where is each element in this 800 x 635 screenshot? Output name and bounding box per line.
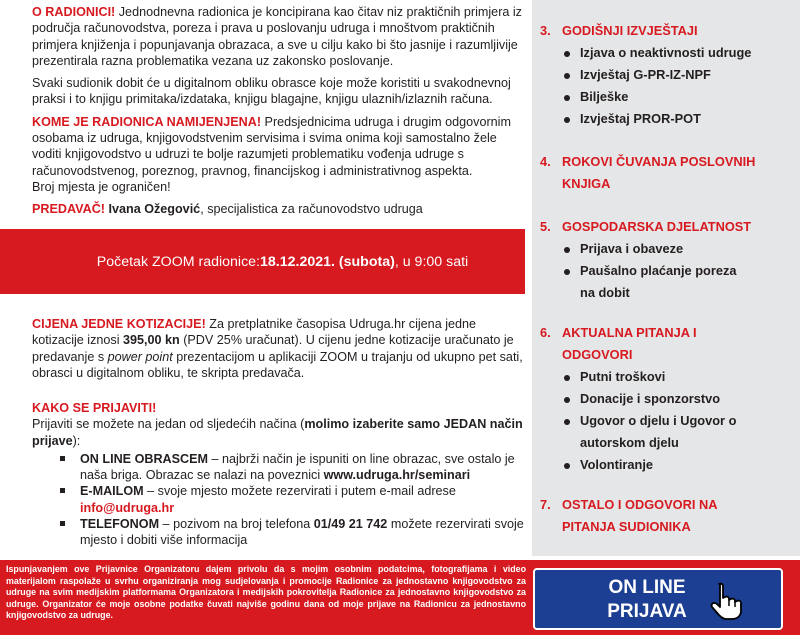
- bullet-icon: [564, 73, 570, 79]
- email-link[interactable]: info@udruga.hr: [80, 500, 175, 515]
- section-item-text: Ugovor o djelu i Ugovor o: [580, 413, 737, 428]
- bullet-icon: [564, 269, 570, 275]
- bullet-icon: [564, 397, 570, 403]
- price-text-1: Za pretplatnike časopisa Udruga.hr cijena jedne kotizacije iznosi: [32, 317, 477, 348]
- apply-section: [32, 400, 528, 549]
- agenda-section-4: [540, 151, 762, 195]
- about-paragraph: [32, 4, 528, 69]
- section-title: GOSPODARSKA DJELATNOST: [562, 219, 752, 234]
- section-item: [564, 86, 762, 108]
- section-items: [564, 366, 762, 476]
- button-line-1: ON LINE: [608, 577, 686, 598]
- apply-intro: [32, 416, 528, 449]
- bullet-icon: [564, 117, 570, 123]
- materials-paragraph: Svaki sudionik dobit će u digitalnom obliku obrasce koje može koristiti u svakodnevnoj praksi i to knjigu primitaka/izdataka, knjigu blagajne, knjigu ulaznih/izlaznih računa.: [32, 76, 511, 107]
- section-items: [564, 238, 762, 304]
- agenda-section-6: [540, 322, 762, 476]
- lecturer-paragraph: [32, 201, 528, 217]
- section-item-text: Bilješke: [580, 89, 629, 104]
- audience-paragraph: [32, 114, 528, 179]
- section-item-text: Izjava o neaktivnosti udruge: [580, 45, 752, 60]
- section-number: 4.: [540, 154, 551, 169]
- agenda-section-7: [540, 494, 762, 538]
- section-item-text: Donacije i sponzorstvo: [580, 391, 721, 406]
- apply-intro-bold: molimo izaberite samo JEDAN način prijave: [32, 417, 523, 448]
- banner-suffix: , u 9:00 sati: [394, 253, 469, 270]
- button-label: [587, 576, 707, 624]
- price-amount: 395,00 kn: [123, 333, 180, 348]
- section-number: 6.: [540, 325, 551, 340]
- section-item-text: Paušalno plaćanje poreza: [580, 263, 737, 278]
- limited-seats-note: Broj mjesta je ograničen!: [32, 179, 171, 194]
- online-registration-button[interactable]: [533, 568, 783, 630]
- section-item-continued: [564, 282, 762, 304]
- seminar-link[interactable]: www.udruga.hr/seminari: [323, 468, 471, 483]
- apply-intro-text: Prijaviti se možete na jedan od sljedećih načina (: [32, 417, 305, 432]
- section-title: OSTALO I ODGOVORI NA PITANJA SUDIONIKA: [562, 497, 717, 534]
- section-item-text: Putni troškovi: [580, 369, 666, 384]
- apply-method-email: [32, 483, 528, 516]
- intro-section: [32, 4, 528, 218]
- banner-date: 18.12.2021. (subota): [260, 253, 395, 270]
- section-item-text: Izvještaj PROR-POT: [580, 111, 701, 126]
- about-label: O RADIONICI!: [32, 5, 116, 19]
- section-items: [564, 42, 762, 130]
- price-section: [32, 316, 528, 381]
- apply-method-text: – najbrži način je ispuniti on line obrazac, sve ostalo je naša briga. Obrazac se nalazi na poveznici: [80, 451, 515, 483]
- apply-method-after: možete rezervirati svoje mjesto i dobiti više informacija: [80, 517, 524, 548]
- section-title: ROKOVI ČUVANJA POSLOVNIH KNJIGA: [562, 154, 756, 191]
- pointer-hand-icon: [707, 580, 747, 620]
- bullet-icon: [564, 95, 570, 101]
- section-item-text: Izvještaj G-PR-IZ-NPF: [580, 67, 711, 82]
- agenda-section-3: [540, 20, 762, 130]
- section-item: [564, 388, 762, 410]
- apply-method-head: TELEFONOM: [80, 517, 160, 532]
- apply-method-text: – pozivom na broj telefona: [159, 517, 314, 532]
- bullet-icon: [564, 463, 570, 469]
- apply-method-online: [32, 451, 528, 484]
- apply-method-phone: [32, 516, 528, 549]
- price-text-3: prezentacijom u aplikaciji ZOOM u trajanju od ukupno pet sati, obrasci u digitalnom obliku, te skripta predavača.: [32, 349, 523, 380]
- bullet-icon: [564, 51, 570, 57]
- square-bullet-icon: [60, 456, 65, 461]
- section-item: [564, 108, 762, 130]
- section-number: 7.: [540, 497, 551, 512]
- about-text: Jednodnevna radionica je koncipirana kao čitav niz praktičnih primjera iz područja računovodstva, poreza i prava u poslovanju udruga i mnoštvom praktičnih primjera knjiženja i popunjavanja obrazaca, a sve u cilju kako bi što jasnije i razumljivije prezentirala razna problematika vezana uz zakonsko poslovanje.: [32, 5, 522, 68]
- section-number: 5.: [540, 219, 551, 234]
- apply-method-text: – svoje mjesto možete rezervirati i putem e-mail adrese: [143, 484, 456, 499]
- lecturer-role: , specijalistica za računovodstvo udruga: [200, 202, 423, 217]
- apply-methods-list: [32, 451, 528, 549]
- price-paragraph: [32, 316, 528, 381]
- section-item-text: Volontiranje: [580, 457, 653, 472]
- section-title: AKTUALNA PITANJA I ODGOVORI: [562, 325, 697, 362]
- phone-number[interactable]: 01/49 21 742: [313, 517, 388, 532]
- bullet-icon: [564, 247, 570, 253]
- bullet-icon: [564, 375, 570, 381]
- section-item-continued: [564, 432, 762, 454]
- square-bullet-icon: [60, 488, 65, 493]
- power-point-text: power point: [107, 349, 173, 364]
- apply-method-head: ON LINE OBRASCEM: [80, 451, 209, 466]
- section-item: [564, 454, 762, 476]
- section-number: 3.: [540, 23, 551, 38]
- section-item: [564, 260, 762, 282]
- bullet-icon: [564, 419, 570, 425]
- section-item-text: Prijava i obaveze: [580, 241, 684, 256]
- section-item-text: autorskom djelu: [580, 435, 679, 450]
- price-label: CIJENA JEDNE KOTIZACIJE!: [32, 317, 206, 331]
- apply-label: KAKO SE PRIJAVITI!: [32, 401, 157, 415]
- price-text-2: (PDV 25% uračunat). U cijenu jedne kotizacije uračunato je predavanje s: [32, 333, 514, 364]
- footer-bar: [0, 560, 800, 635]
- square-bullet-icon: [60, 521, 65, 526]
- section-item: [564, 64, 762, 86]
- section-item-text: na dobit: [580, 285, 630, 300]
- agenda-section-5: [540, 216, 762, 304]
- section-item: [564, 410, 762, 432]
- banner-prefix: Početak ZOOM radionice:: [96, 253, 260, 270]
- consent-text: Ispunjavanjem ove Prijavnice Organizatoru dajem privolu da s mojim osobnim podatcima, fotografijama i video materijalom raspolaže u svrhu organiziranja mog sudjelovanja i promocije Radionice za jednostavno knjigovodstvo za udruge na svim medijskim platformama Organizatora i medijskih pokrovitelja Radionice za jednostavno knjigovodstvo za udruge. Organizator će moje osobne podatke čuvati najviše godinu dana od moje prijave na Radionicu za jednostavno knjigovodstvo za udruge.: [6, 564, 526, 620]
- apply-intro-end: ):: [72, 433, 81, 448]
- apply-method-head: E-MAILOM: [80, 484, 144, 499]
- button-line-2: PRIJAVA: [607, 601, 687, 622]
- section-item: [564, 238, 762, 260]
- section-item: [564, 42, 762, 64]
- lecturer-label: PREDAVAČ!: [32, 202, 105, 217]
- audience-text: Predsjednicima udruga i drugim odgovornim osobama iz udruga, knjigovodstvenim servisima i svima onima koji samostalno žele voditi knjigovodstvo u udruzi te bolje razumjeti problematiku vođenja udruge s računovodstvenog, poreznog, pravnog, financijskog i administrativnog aspekta.: [32, 114, 511, 178]
- section-item: [564, 366, 762, 388]
- audience-label: KOME JE RADIONICA NAMIJENJENA!: [32, 114, 262, 129]
- start-banner: [0, 229, 525, 294]
- lecturer-name: Ivana Ožegović: [105, 202, 201, 217]
- section-title: GODIŠNJI IZVJEŠTAJI: [562, 23, 698, 38]
